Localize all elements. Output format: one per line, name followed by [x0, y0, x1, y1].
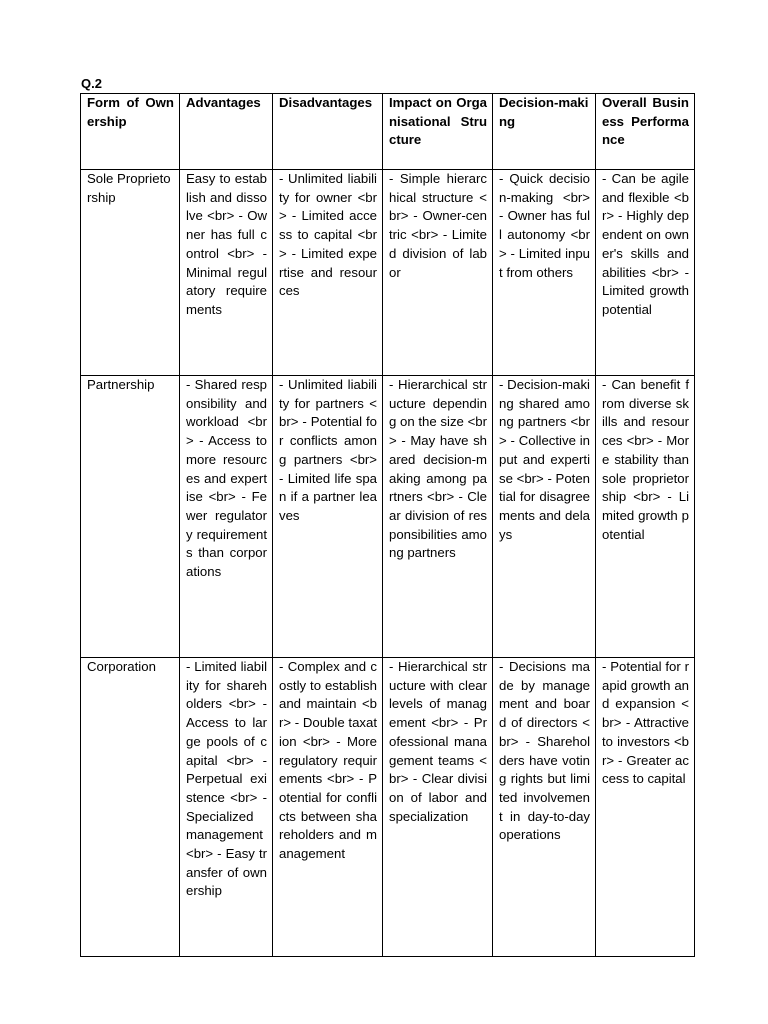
cell-advantages: - Limited liability for shareholders <br> - Access to large pools of capital <br> - Perpetual existence <br> - Specialized management <br> - Easy transfer of ownership: [180, 658, 273, 957]
cell-impact: - Hierarchical structure depending on the size <br> - May have shared decision-making among partners <br> - Clear division of responsibilities among partners: [383, 376, 493, 658]
header-disadvantages: Disadvantages: [273, 94, 383, 170]
cell-form: Corporation: [81, 658, 180, 957]
cell-decision-making: - Decision-making shared among partners <br> - Collective input and expertise <br> - Potential for disagreements and delays: [493, 376, 596, 658]
cell-performance: - Can benefit from diverse skills and resources <br> - More stability than sole proprietorship <br> - Limited growth potential: [596, 376, 695, 658]
cell-disadvantages: - Unlimited liability for owner <br> - Limited access to capital <br> - Limited expertise and resources: [273, 170, 383, 376]
header-impact-on-structure: Impact on Organisational Structure: [383, 94, 493, 170]
cell-disadvantages: - Complex and costly to establish and maintain <br> - Double taxation <br> - More regulatory requirements <br> - Potential for conflicts between shareholders and management: [273, 658, 383, 957]
header-form-of-ownership: Form of Ownership: [81, 94, 180, 170]
header-advantages: Advantages: [180, 94, 273, 170]
cell-impact: - Simple hierarchical structure <br> - Owner-centric <br> - Limited division of labor: [383, 170, 493, 376]
table-row-corporation: [81, 658, 695, 957]
table-row-partnership: [81, 376, 695, 658]
cell-decision-making: - Decisions made by management and board of directors <br> - Shareholders have voting rights but limited involvement in day-to-day operations: [493, 658, 596, 957]
table-header-row: [81, 94, 695, 170]
cell-impact: - Hierarchical structure with clear levels of management <br> - Professional management teams <br> - Clear division of labor and specialization: [383, 658, 493, 957]
cell-advantages: - Shared responsibility and workload <br> - Access to more resources and expertise <br> - Fewer regulatory requirements than corporations: [180, 376, 273, 658]
cell-performance: - Can be agile and flexible <br> - Highly dependent on owner's skills and abilities <br> - Limited growth potential: [596, 170, 695, 376]
ownership-comparison-table: [80, 93, 695, 957]
header-overall-performance: Overall Business Performance: [596, 94, 695, 170]
table-row-sole-proprietorship: [81, 170, 695, 376]
cell-decision-making: - Quick decision-making <br> - Owner has full autonomy <br> - Limited input from others: [493, 170, 596, 376]
question-number: Q.2: [81, 76, 102, 91]
cell-disadvantages: - Unlimited liability for partners <br> - Potential for conflicts among partners <br> - Limited life span if a partner leaves: [273, 376, 383, 658]
header-decision-making: Decision-making: [493, 94, 596, 170]
cell-form: Sole Proprietorship: [81, 170, 180, 376]
cell-advantages: Easy to establish and dissolve <br> - Owner has full control <br> - Minimal regulatory requirements: [180, 170, 273, 376]
cell-form: Partnership: [81, 376, 180, 658]
cell-performance: - Potential for rapid growth and expansion <br> - Attractive to investors <br> - Greater access to capital: [596, 658, 695, 957]
